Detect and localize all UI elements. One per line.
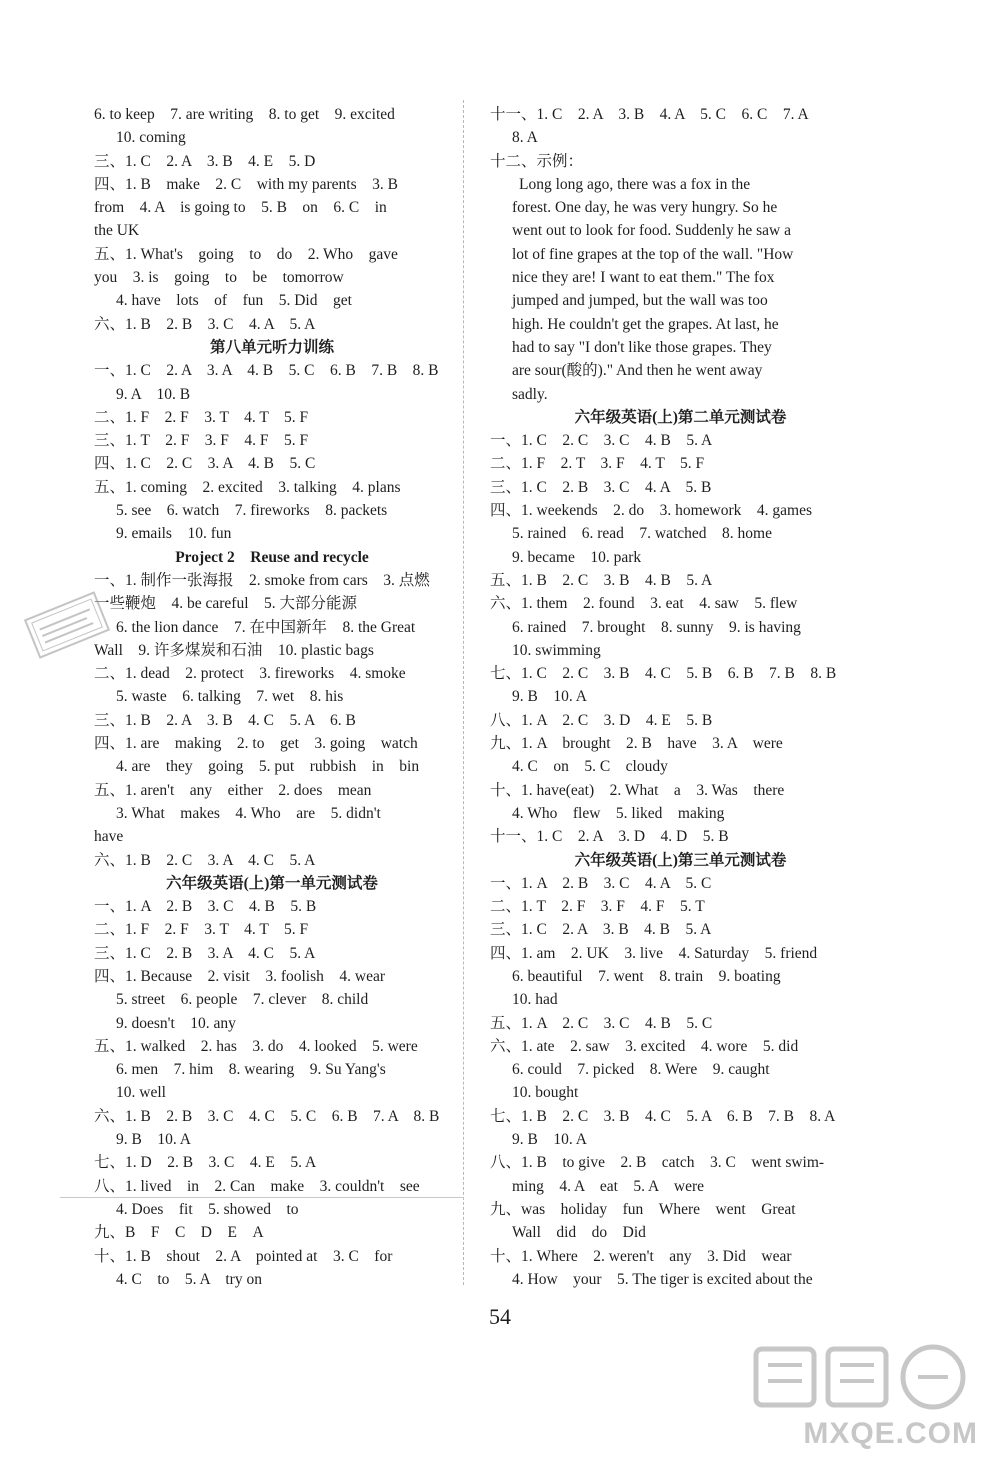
answer-line: 6. beautiful 7. went 8. train 9. boating <box>512 967 781 985</box>
answer-line: 三、1. C 2. B 3. C 4. A 5. B <box>490 478 712 496</box>
answer-line: from 4. A is going to 5. B on 6. C in <box>94 199 387 217</box>
answer-line: 10. bought <box>512 1084 579 1102</box>
answer-line: 六、1. B 2. C 3. A 4. C 5. A <box>94 851 316 869</box>
answer-line: 九、was holiday fun Where went Great <box>490 1200 796 1218</box>
answer-line: 三、1. B 2. A 3. B 4. C 5. A 6. B <box>94 711 356 729</box>
answer-line: 一、1. C 2. C 3. C 4. B 5. A <box>490 432 713 450</box>
answer-line: 三、1. T 2. F 3. F 4. F 5. F <box>94 432 309 450</box>
answer-line: 4. Does fit 5. showed to <box>116 1200 299 1218</box>
answer-line: 10. well <box>116 1084 166 1102</box>
footnote-rule <box>60 1197 464 1198</box>
answer-line: 三、1. C 2. A 3. B 4. B 5. A <box>490 921 712 939</box>
right-column <box>488 103 873 1291</box>
answer-line: 五、1. aren't any either 2. does mean <box>94 781 372 799</box>
answer-line: 十一、1. C 2. A 3. D 4. D 5. B <box>490 828 729 846</box>
answer-line: 4. C to 5. A try on <box>116 1270 262 1288</box>
column-divider <box>463 100 464 1285</box>
answer-line: 9. B 10. A <box>512 1131 587 1149</box>
answer-line: forest. One day, he was very hungry. So he <box>512 199 778 217</box>
answer-line: 十、1. have(eat) 2. What a 3. Was there <box>490 781 785 799</box>
answer-line: 一、1. 制作一张海报 2. smoke from cars 3. 点燃 <box>94 571 430 589</box>
section-heading: 六年级英语(上)第二单元测试卷 <box>574 408 787 426</box>
answer-line: 十二、示例： <box>490 152 584 170</box>
answer-line: 5. waste 6. talking 7. wet 8. his <box>116 688 344 706</box>
answer-line: 七、1. D 2. B 3. C 4. E 5. A <box>94 1154 317 1172</box>
answer-line: 十一、1. C 2. A 3. B 4. A 5. C 6. C 7. A <box>490 106 809 123</box>
answer-line: 六、1. B 2. B 3. C 4. C 5. C 6. B 7. A 8. B <box>94 1107 440 1125</box>
answer-line: 9. became 10. park <box>512 548 642 566</box>
answer-line: 一些鞭炮 4. be careful 5. 大部分能源 <box>94 595 358 613</box>
answer-line: 4. are they going 5. put rubbish in bin <box>116 758 420 776</box>
answer-line: 9. doesn't 10. any <box>116 1014 236 1032</box>
answer-line: 5. see 6. watch 7. fireworks 8. packets <box>116 502 388 520</box>
answer-line: 5. street 6. people 7. clever 8. child <box>116 991 369 1009</box>
answer-line: Wall did do Did <box>512 1224 646 1242</box>
answer-line: 4. How your 5. The tiger is excited about the <box>512 1270 813 1288</box>
answer-line: 八、1. B to give 2. B catch 3. C went swim- <box>490 1154 825 1172</box>
answer-line: 四、1. am 2. UK 3. live 4. Saturday 5. friend <box>490 944 818 962</box>
answer-line: 四、1. weekends 2. do 3. homework 4. games <box>490 502 813 520</box>
answer-line: 三、1. C 2. A 3. B 4. E 5. D <box>94 152 316 170</box>
section-heading: 六年级英语(上)第三单元测试卷 <box>574 851 787 869</box>
answer-line: went out to look for food. Suddenly he saw a <box>512 222 791 240</box>
answer-line: 一、1. A 2. B 3. C 4. A 5. C <box>490 874 712 892</box>
answer-line: 4. have lots of fun 5. Did get <box>116 292 352 310</box>
answer-line: 四、1. Because 2. visit 3. foolish 4. wear <box>94 967 386 985</box>
answer-line: 三、1. C 2. B 3. A 4. C 5. A <box>94 944 316 962</box>
answer-line: had to say "I don't like those grapes. They <box>512 338 772 356</box>
answer-stamp-logo-icon <box>748 1341 978 1413</box>
answer-line: are sour(酸的)." And then he went away <box>512 362 763 380</box>
answer-line: 6. the lion dance 7. 在中国新年 8. the Great <box>116 618 416 636</box>
answer-line: 五、1. walked 2. has 3. do 4. looked 5. were <box>94 1037 418 1055</box>
answer-line: Wall 9. 许多煤炭和石油 10. plastic bags <box>94 641 374 659</box>
answer-line: 二、1. F 2. F 3. T 4. T 5. F <box>94 408 309 426</box>
answer-line: 七、1. C 2. C 3. B 4. C 5. B 6. B 7. B 8. B <box>490 665 837 683</box>
answer-line: 四、1. B make 2. C with my parents 3. B <box>94 175 398 193</box>
answer-line: 一、1. C 2. A 3. A 4. B 5. C 6. B 7. B 8. B <box>94 362 439 380</box>
answer-line: 一、1. A 2. B 3. C 4. B 5. B <box>94 898 317 916</box>
answer-line: 九、B F C D E A <box>94 1224 264 1242</box>
answer-line: 6. could 7. picked 8. Were 9. caught <box>512 1061 770 1079</box>
answer-line: 二、1. F 2. T 3. F 4. T 5. F <box>490 455 705 473</box>
page-number: 54 <box>489 1304 511 1329</box>
watermark <box>748 1341 978 1451</box>
answer-line: 二、1. F 2. F 3. T 4. T 5. F <box>94 921 309 939</box>
answer-line: 6. men 7. him 8. wearing 9. Su Yang's <box>116 1061 386 1079</box>
answer-line: ming 4. A eat 5. A were <box>512 1177 705 1195</box>
answer-line: 五、1. coming 2. excited 3. talking 4. plans <box>94 478 401 496</box>
answer-line: jumped and jumped, but the wall was too <box>512 292 768 310</box>
answer-line: 四、1. are making 2. to get 3. going watch <box>94 735 418 753</box>
answer-line: 10. had <box>512 991 558 1009</box>
answer-line: high. He couldn't get the grapes. At last, he <box>512 315 779 333</box>
answer-line: nice they are! I want to eat them." The fox <box>512 269 775 287</box>
answer-line: 四、1. C 2. C 3. A 4. B 5. C <box>94 455 316 473</box>
answer-line: 九、1. A brought 2. B have 3. A were <box>490 735 783 753</box>
answer-line: lot of fine grapes at the top of the wall. "How <box>512 245 794 263</box>
answer-line: 七、1. B 2. C 3. B 4. C 5. A 6. B 7. B 8. A <box>490 1107 836 1125</box>
answer-line: 9. B 10. A <box>116 1131 191 1149</box>
answer-line: have <box>94 828 124 846</box>
answer-line: 五、1. B 2. C 3. B 4. B 5. A <box>490 571 713 589</box>
answer-line: 五、1. What's going to do 2. Who gave <box>94 245 398 263</box>
left-column <box>92 103 452 1291</box>
answer-line: 6. to keep 7. are writing 8. to get 9. excited <box>94 106 395 123</box>
answer-line: 八、1. A 2. C 3. D 4. E 5. B <box>490 711 713 729</box>
answer-line: you 3. is going to be tomorrow <box>94 269 344 287</box>
answer-line: 10. coming <box>116 129 186 147</box>
answer-line: 十、1. B shout 2. A pointed at 3. C for <box>94 1247 393 1265</box>
answer-line: sadly. <box>512 385 548 403</box>
section-heading: 六年级英语(上)第一单元测试卷 <box>166 874 378 892</box>
answer-line: 9. B 10. A <box>512 688 587 706</box>
answer-line: 10. swimming <box>512 641 601 659</box>
answer-line: 3. What makes 4. Who are 5. didn't <box>116 804 381 822</box>
answer-line: 4. C on 5. C cloudy <box>512 758 668 776</box>
answer-line: 五、1. A 2. C 3. C 4. B 5. C <box>490 1014 713 1032</box>
section-heading: 第八单元听力训练 <box>209 338 334 356</box>
answer-line: 二、1. dead 2. protect 3. fireworks 4. smoke <box>94 665 406 683</box>
answer-line: 二、1. T 2. F 3. F 4. F 5. T <box>490 898 705 916</box>
answer-line: 9. A 10. B <box>116 385 191 403</box>
section-heading: Project 2 Reuse and recycle <box>175 548 369 566</box>
answer-line: 6. rained 7. brought 8. sunny 9. is having <box>512 618 801 636</box>
answer-line: 六、1. them 2. found 3. eat 4. saw 5. flew <box>490 595 798 613</box>
answer-line: 8. A <box>512 129 538 147</box>
answer-line: the UK <box>94 222 140 240</box>
answer-line: 4. Who flew 5. liked making <box>512 804 725 822</box>
watermark-text: MXQE.COM <box>803 1417 978 1450</box>
answer-line: Long long ago, there was a fox in the <box>488 175 751 193</box>
answer-line: 十、1. Where 2. weren't any 3. Did wear <box>490 1247 792 1265</box>
answer-line: 六、1. B 2. B 3. C 4. A 5. A <box>94 315 316 333</box>
answer-line: 八、1. lived in 2. Can make 3. couldn't see <box>94 1177 420 1195</box>
answer-line: 5. rained 6. read 7. watched 8. home <box>512 525 772 543</box>
answer-line: 六、1. ate 2. saw 3. excited 4. wore 5. did <box>490 1037 799 1055</box>
answer-line: 9. emails 10. fun <box>116 525 232 543</box>
